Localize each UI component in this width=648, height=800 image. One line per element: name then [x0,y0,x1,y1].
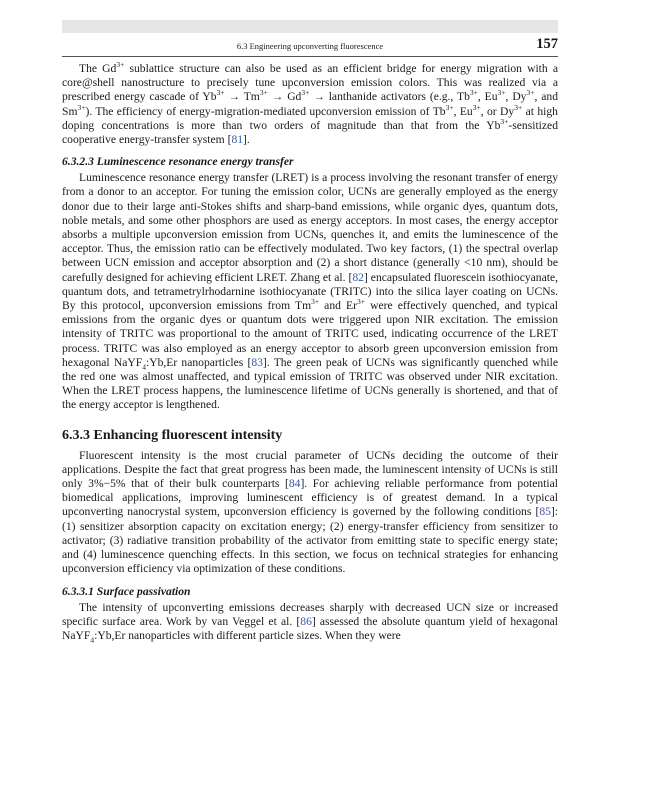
page-body [62,62,558,643]
citation-link[interactable]: 82 [352,270,364,284]
citation-link[interactable]: 84 [288,477,301,491]
paragraph-lret: Luminescence resonance energy transfer (LRET) is a process involving the resonant transfer of energy from a donor to an acceptor. For tuning the emission color, UCNs are generally employed as the energy donor due to their large anti-Stokes shifts and sharp-band emissions, while organic dyes, quantum dots, noble metals, and some other phosphors are used as energy acceptors. In most cases, the energy acceptor absorbs a multiple upconversion emission from UCNs, quenches it, and emits the luminescence of the acceptor. Thus, the emission ratio can be effectively modulated. Two key factors, (1) the spectral overlap between UCN emission and acceptor absorption and (2) a short distance (generally <10 nm), should be carefully designed for achieving efficient LRET. Zhang et al. [82] encapsulated fluorescein isothiocyanate, quantum dots, and tetrametrylrhodarnine isothiocyanate (TRITC) into the silica layer coating on UCNs. By this protocol, upconversion emissions from $Tm^{3+}$ and $Er^{3+}$ were effectively quenched, and typical emissions from the organic dyes or quantum dots were triggered upon NIR excitation. The emission intensity of TRITC was proportional to the amount of TRITC used, indicating occurrence of the LRET process. TRITC was also employed as an energy acceptor to absorb green upconversion emission from hexagonal NaYF$_4$:Yb,Er nanoparticles [83]. The green peak of UCNs was significantly quenched while the red one was almost unaffected, and typical emission of TRITC was observed under NIR excitation. When the LRET process happens, the luminescence lifetime of UCNs generally is shortened, and that of the energy acceptor is lengthened. [62,171,558,412]
subsection-heading-lret: 6.3.2.3 Luminescence resonance energy transfer [62,155,294,169]
subsection-heading-surface-passivation: 6.3.3.1 Surface passivation [62,584,191,598]
section-heading-fluorescent-intensity: 6.3.3 Enhancing fluorescent intensity [62,427,283,443]
citation-link[interactable]: 81 [231,133,244,147]
citation-link[interactable]: 85 [539,505,551,519]
paragraph-fluorescent-intensity: Fluorescent intensity is the most crucial parameter of UCNs deciding the outcome of their applications. Despite the fact that great progress has been made, the luminescent intensity of UCNs is still only 3%−5% that of their bulk counterparts [84]. For achieving reliable performance from potential biomedical applications, improving luminescent efficiency is of greatest demand. In a typical upconverting nanocrystal system, upconversion efficiency is governed by the following conditions [85]: (1) sensitizer absorption capacity on excitation energy; (2) energy-transfer efficiency from sensitizer to activator; (3) radiative transition probability of the activator from emitting state to specific energy state; and (4) luminescence quenching effects. In this section, we focus on technical strategies for enhancing upconversion efficiency via optimization of these conditions. [62,448,558,576]
paragraph-gd-sublattice: The $Gd^{3+}$ sublattice structure can also be used as an efficient bridge for energy migration with a core@shell nanostructure to precisely tune upconversion emission colors. This was realized via a prescribed energy cascade of $Yb^{3+} \to Tm^{3+} \to Gd^{3+}$ → lanthanide activators (e.g., $Tb^{3+}$, $Eu^{3+}$, $Dy^{3+}$, and $Sm^{3+}$). The efficiency of energy-migration-mediated upconversion emission of $Tb^{3+}$, $Eu^{3+}$, or $Dy^{3+}$ at high doping concentrations is more than two orders of magnitude than that from the $Yb^{3+}$-sensitized cooperative energy-transfer system [81]. [62,60,558,147]
top-bar [62,20,558,33]
running-title: 6.3 Engineering upconverting fluorescence [236,41,384,51]
paragraph-surface-passivation: The intensity of upconverting emissions decreases sharply with decreased UCN size or increased specific surface area. Work by van Veggel et al. [86] assessed the absolute quantum yield of hexagonal NaYF$_4$:Yb,Er nanoparticles with different particle sizes. When they were [62,600,558,645]
citation-link[interactable]: 86 [300,614,312,628]
page-header [62,36,558,57]
page-number: 157 [536,36,558,52]
citation-link[interactable]: 83 [251,355,263,369]
